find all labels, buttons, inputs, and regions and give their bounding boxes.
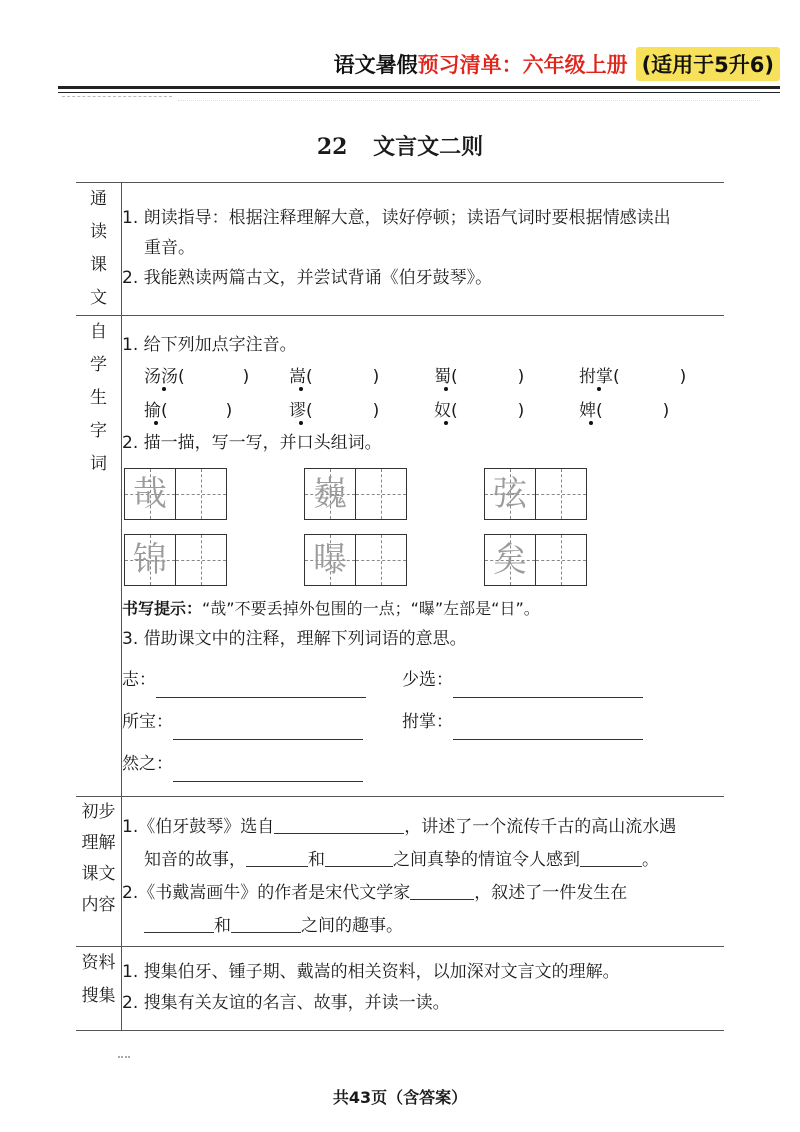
worksheet-table xyxy=(76,182,724,1031)
pinyin-item: 蜀( ) xyxy=(434,367,525,387)
lesson-title xyxy=(0,130,800,161)
trace-char: 矣 xyxy=(493,540,527,580)
section-read xyxy=(76,183,724,316)
read-item-1-cont: 重音。 xyxy=(144,238,195,258)
words-q2: 2. 描一描，写一写，并口头组词。 xyxy=(122,433,382,453)
label-char: 字 xyxy=(90,421,107,441)
label-text: 搜集 xyxy=(81,986,116,1006)
header-badge: (适用于5升6) xyxy=(636,47,780,81)
define-item: 所宝： xyxy=(122,704,402,740)
trace-char: 锦 xyxy=(133,540,167,580)
section-label-read xyxy=(76,183,122,316)
trace-char: 弦 xyxy=(493,474,527,514)
header-rule-thick xyxy=(58,86,780,89)
page-header xyxy=(334,44,780,84)
pinyin-item: 拊掌( ) xyxy=(579,367,687,387)
label-text: 理解 xyxy=(81,833,116,853)
definition-fields xyxy=(122,662,724,782)
read-item-2: 2. 我能熟读两篇古文，并尝试背诵《伯牙鼓琴》。 xyxy=(122,268,493,288)
label-text: 内容 xyxy=(81,895,116,915)
answer-line[interactable] xyxy=(156,675,366,698)
label-char: 生 xyxy=(90,388,107,408)
decorative-dots xyxy=(178,100,760,101)
decorative-dashes xyxy=(62,96,172,97)
label-char: 学 xyxy=(90,355,107,375)
label-char: 读 xyxy=(90,222,107,242)
decorative-dots-bottom xyxy=(118,1056,130,1058)
answer-blank[interactable] xyxy=(410,879,474,900)
answer-blank[interactable] xyxy=(274,813,404,834)
trace-char: 哉 xyxy=(133,474,167,514)
writing-grids xyxy=(124,468,724,586)
content-line-2: 知音的故事， 和 之间真挚的情谊令人感到 。 xyxy=(122,844,724,877)
char-grid[interactable] xyxy=(484,468,664,520)
answer-blank[interactable] xyxy=(231,912,301,933)
header-title-part2: 预习清单：六年级上册 xyxy=(417,53,628,77)
label-text: 资料 xyxy=(81,953,116,973)
content-line-3: 2.《书戴嵩画牛》的作者是宋代文学家 ，叙述了一件发生在 xyxy=(122,877,724,910)
section-label-research xyxy=(76,947,122,1031)
section-label-content xyxy=(76,797,122,947)
answer-blank[interactable] xyxy=(246,846,308,867)
words-q1: 1. 给下列加点字注音。 xyxy=(122,335,297,355)
char-grid[interactable] xyxy=(304,534,484,586)
label-char: 词 xyxy=(90,454,107,474)
header-title-part1: 语文暑假 xyxy=(333,53,418,77)
char-grid[interactable] xyxy=(304,468,484,520)
char-grid[interactable] xyxy=(124,534,304,586)
section-label-words xyxy=(76,316,122,797)
content-line-1: 1.《伯牙鼓琴》选自 ，讲述了一个流传千古的高山流水遇 xyxy=(122,811,724,844)
define-item: 然之： xyxy=(122,746,402,782)
answer-line[interactable] xyxy=(453,675,643,698)
pinyin-item: 揄( ) xyxy=(144,401,233,421)
section-words xyxy=(76,316,724,797)
research-item-2: 2. 搜集有关友谊的名言、故事，并读一读。 xyxy=(122,993,450,1013)
lesson-name: 文言文二则 xyxy=(373,134,484,160)
pinyin-item: 婢( ) xyxy=(579,401,670,421)
label-text: 课文 xyxy=(81,864,116,884)
pinyin-item: 汤汤( ) xyxy=(144,367,250,387)
label-char: 自 xyxy=(90,322,107,342)
answer-line[interactable] xyxy=(173,717,363,740)
char-grid[interactable] xyxy=(124,468,304,520)
research-item-1: 1. 搜集伯牙、锺子期、戴嵩的相关资料，以加深对文言文的理解。 xyxy=(122,962,620,982)
answer-line[interactable] xyxy=(453,717,643,740)
label-char: 通 xyxy=(90,189,107,209)
tip-text: “哉”不要丢掉外包围的一点；“曝”左部是“日”。 xyxy=(202,599,540,618)
tip-label: 书写提示： xyxy=(122,599,203,618)
answer-line[interactable] xyxy=(173,759,363,782)
words-q3: 3. 借助课文中的注释，理解下列词语的意思。 xyxy=(122,629,467,649)
define-item: 志： xyxy=(122,662,402,698)
label-text: 初步 xyxy=(81,802,116,822)
pinyin-row-1 xyxy=(122,360,724,394)
lesson-number: 22 xyxy=(316,134,348,160)
page-footer: 共43页（含答案） xyxy=(332,1088,468,1107)
pinyin-item: 谬( ) xyxy=(289,401,380,421)
read-item-1: 1. 朗读指导：根据注释理解大意，读好停顿；读语气词时要根据情感读出 xyxy=(122,208,671,228)
label-char: 课 xyxy=(90,255,107,275)
writing-tip xyxy=(122,594,724,624)
section-content-read xyxy=(122,183,725,316)
pinyin-row-2 xyxy=(122,394,724,428)
section-content-words xyxy=(122,316,725,797)
define-item: 少选： xyxy=(402,662,682,698)
answer-blank[interactable] xyxy=(144,912,214,933)
answer-blank[interactable] xyxy=(325,846,393,867)
label-char: 文 xyxy=(90,288,107,308)
answer-blank[interactable] xyxy=(580,846,642,867)
header-rule-thin xyxy=(58,92,780,93)
section-content-research xyxy=(122,947,725,1031)
section-research xyxy=(76,947,724,1031)
trace-char: 曝 xyxy=(313,540,347,580)
pinyin-item: 嵩( ) xyxy=(289,367,380,387)
define-item: 拊掌： xyxy=(402,704,682,740)
content-line-4: 和 之间的趣事。 xyxy=(122,910,724,943)
pinyin-item: 奴( ) xyxy=(434,401,525,421)
section-content-content xyxy=(122,797,725,947)
char-grid[interactable] xyxy=(484,534,664,586)
section-content xyxy=(76,797,724,947)
trace-char: 巍 xyxy=(313,474,347,514)
